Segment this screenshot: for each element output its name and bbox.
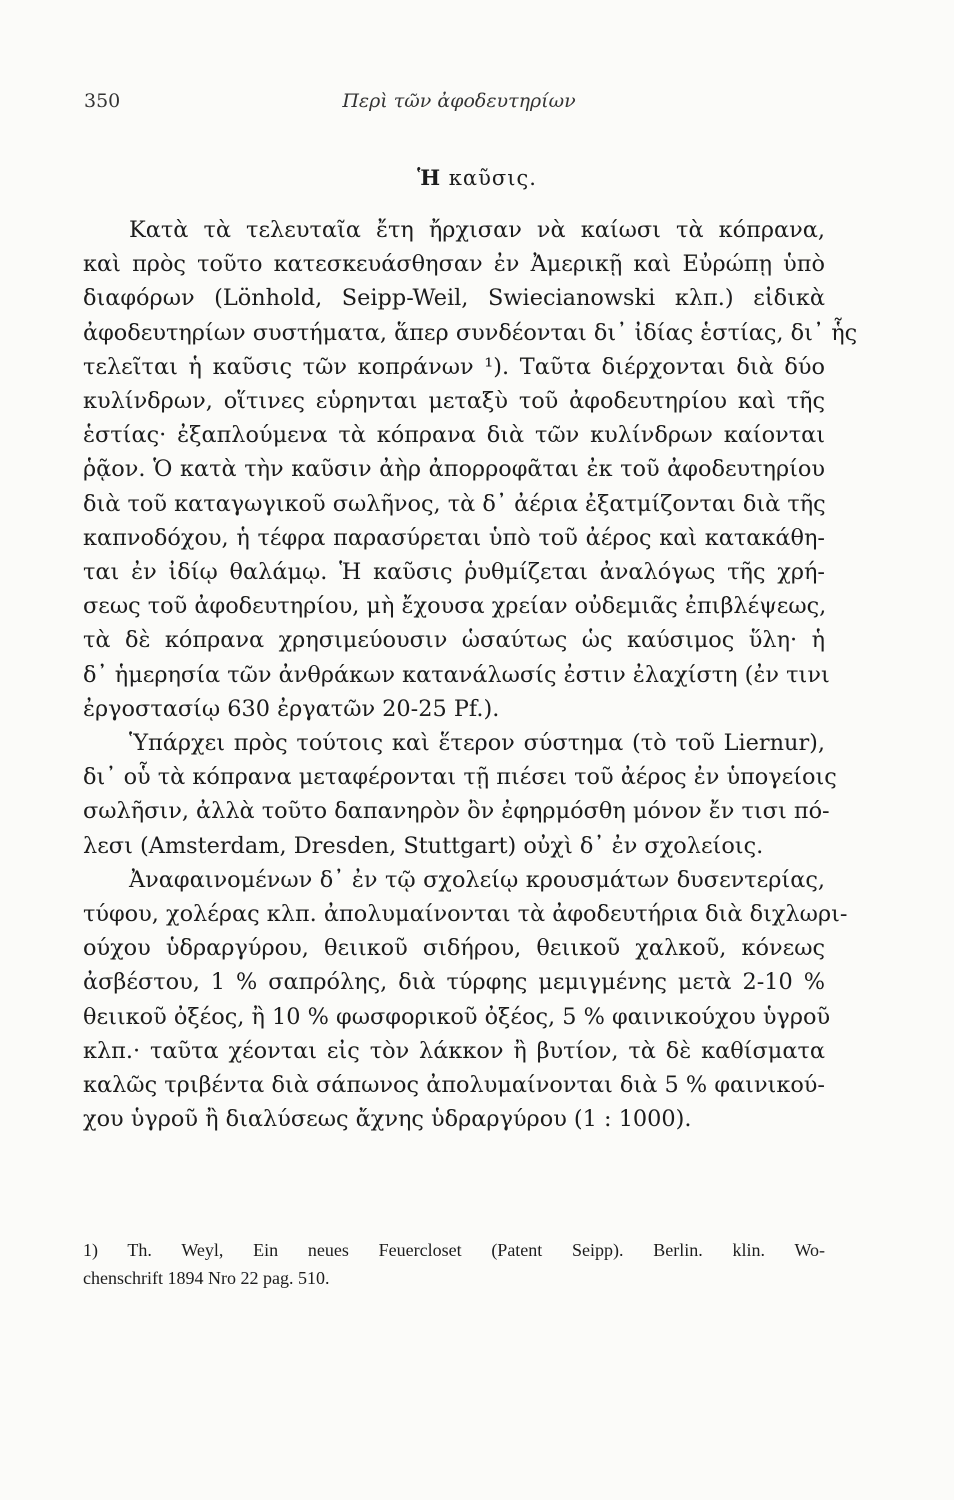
text-line: κλπ.· ταῦτα χέονται εἰς τὸν λάκκον ἢ βυτίον, τὰ δὲ καθίσματα (83, 1037, 825, 1064)
paragraph-3 (83, 863, 848, 1137)
page-number: 350 (84, 90, 121, 112)
section-title-text: καῦσις. (448, 166, 537, 190)
page-header (84, 90, 834, 120)
text-line: διαφόρων (Lönhold, Seipp-Weil, Swiecianowski κλπ.) εἰδικὰ (83, 285, 825, 312)
text-line: κυλίνδρων, οἵτινες εὑρηνται μεταξὺ τοῦ ἀφοδευτηρίου καὶ τῆς (83, 388, 825, 415)
text-line: καπνοδόχου, ἡ τέφρα παρασύρεται ὑπὸ τοῦ ἀέρος καὶ κατακάθη- (83, 524, 825, 551)
text-line: Ἀναφαινομένων δ᾽ ἐν τῷ σχολείῳ κρουσμάτων δυσεντερίας, (129, 866, 825, 893)
text-line: δι᾽ οὗ τὰ κόπρανα μεταφέρονται τῇ πιέσει τοῦ ἀέρος ἐν ὑπογείοις (83, 764, 837, 791)
text-line: διὰ τοῦ καταγωγικοῦ σωλῆνος, τὰ δ᾽ ἀέρια ἐξατμίζονται διὰ τῆς (83, 490, 826, 517)
text-line: ούχου ὑδραργύρου, θειικοῦ σιδήρου, θειικοῦ χαλκοῦ, κόνεως (83, 935, 825, 962)
text-line: δ᾽ ἡμερησία τῶν ἀνθράκων κατανάλωσίς ἐστιν ἐλαχίστη (ἐν τινι (83, 661, 830, 688)
footnote-line: chenschrift 1894 Nro 22 pag. 510. (83, 1268, 330, 1288)
text-line: ἑστίας· ἐξαπλούμενα τὰ κόπρανα διὰ τῶν κυλίνδρων καίονται (83, 422, 825, 449)
running-head: Περὶ τῶν ἀφοδευτηρίων (342, 90, 576, 112)
footnote (83, 1236, 825, 1292)
paragraph-2 (83, 726, 837, 863)
text-line: Ὑπάρχει πρὸς τούτοις καὶ ἕτερον σύστημα (τὸ τοῦ Liernur), (129, 730, 825, 757)
section-title (0, 165, 954, 190)
text-line: καὶ πρὸς τοῦτο κατεσκευάσθησαν ἐν Ἀμερικῇ καὶ Εὐρώπῃ ὑπὸ (83, 251, 825, 278)
text-line: χου ὑγροῦ ἢ διαλύσεως ἄχνης ὑδραργύρου (1 : 1000). (83, 1106, 692, 1133)
footnote-line: 1) Th. Weyl, Ein neues Feuercloset (Patent Seipp). Berlin. klin. Wo- (83, 1240, 825, 1260)
text-line: σωλῆσιν, ἀλλὰ τοῦτο δαπανηρὸν ὂν ἐφηρμόσθη μόνον ἔν τισι πό- (83, 798, 830, 825)
text-line: τὰ δὲ κόπρανα χρησιμεύουσιν ὡσαύτως ὡς καύσιμος ὕλη· ἡ (83, 627, 825, 654)
text-line: σεως τοῦ ἀφοδευτηρίου, μὴ ἔχουσα χρείαν οὐδεμιᾶς ἐπιβλέψεως, (83, 593, 827, 620)
text-line: ῥᾷον. Ὁ κατὰ τὴν καῦσιν ἀὴρ ἀπορροφᾶται ἐκ τοῦ ἀφοδευτηρίου (83, 456, 825, 483)
text-line: καλῶς τριβέντα διὰ σάπωνος ἀπολυμαίνονται διὰ 5 % φαινικού- (83, 1072, 825, 1099)
body-text (83, 213, 858, 1136)
text-line: ἀφοδευτηρίων συστήματα, ἅπερ συνδέονται δι᾽ ἰδίας ἑστίας, δι᾽ ἧς (83, 319, 858, 346)
text-line: ται ἐν ἰδίῳ θαλάμῳ. Ἡ καῦσις ῥυθμίζεται ἀναλόγως τῆς χρή- (83, 559, 825, 586)
text-line: Κατὰ τὰ τελευταῖα ἔτη ἤρχισαν νὰ καίωσι τὰ κόπρανα, (129, 217, 825, 243)
text-line: λεσι (Amsterdam, Dresden, Stuttgart) οὐχὶ δ᾽ ἐν σχολείοις. (83, 832, 764, 859)
text-line: ἀσβέστου, 1 % σαπρόλης, διὰ τύρφης μεμιγμένης μετὰ 2-10 % (83, 969, 825, 996)
text-line: τελεῖται ἡ καῦσις τῶν κοπράνων ¹). Ταῦτα διέρχονται διὰ δύο (83, 353, 825, 380)
section-title-initial: Ἡ (417, 165, 442, 190)
text-line: τύφου, χολέρας κλπ. ἀπολυμαίνονται τὰ ἀφοδευτήρια διὰ διχλωρι- (83, 901, 848, 928)
text-line: θειικοῦ ὀξέος, ἢ 10 % φωσφορικοῦ ὀξέος, 5 % φαινικούχου ὑγροῦ (83, 1003, 831, 1030)
paragraph-1 (83, 213, 858, 726)
text-line: ἐργοστασίῳ 630 ἐργατῶν 20-25 Pf.). (83, 695, 500, 722)
